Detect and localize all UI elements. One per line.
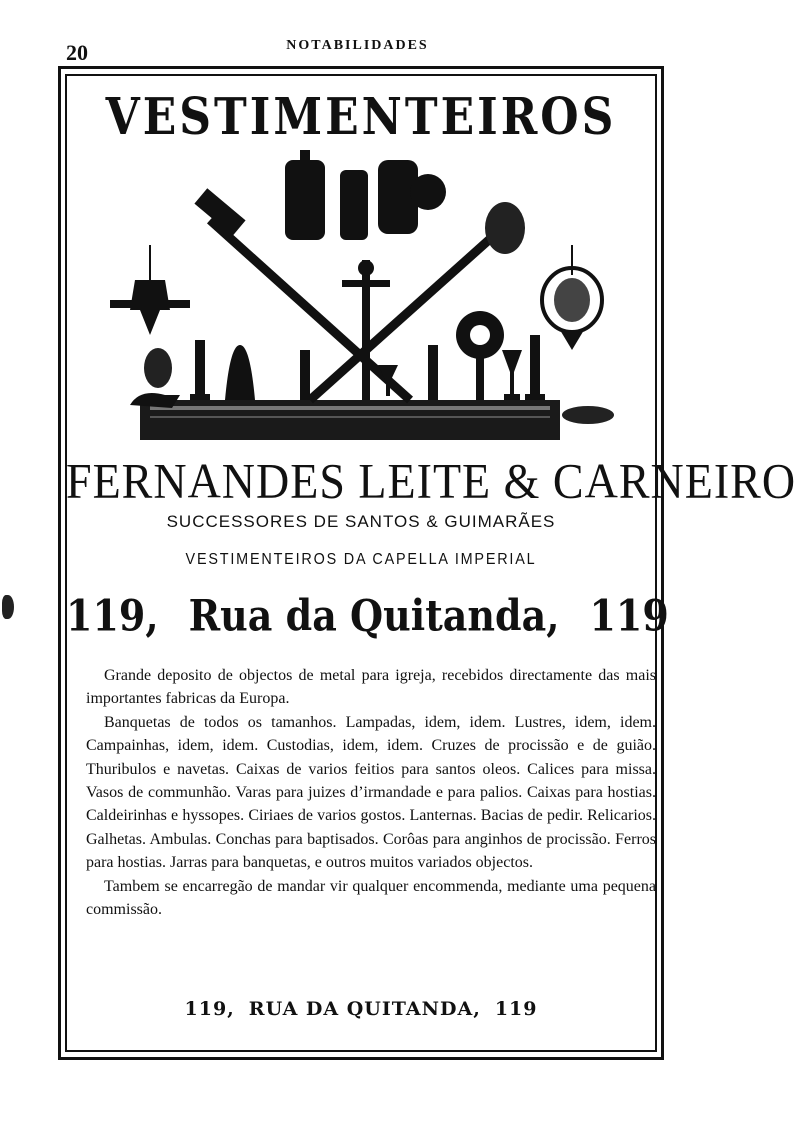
offering-dish (562, 406, 614, 424)
paragraph-goods-list: Banquetas de todos os tamanhos. Lampadas, idem, idem. Lustres, idem, idem. Campainhas, idem, idem. Custodias, idem, idem. Cruzes de procissão e de guião. Thuribulos e navetas. Caixas de varios feitios para santos oleos. Calices para missa. Vasos de communhão. Varas para juizes d’irmandade e para palios. Caixas para hostias. Caldeirinhas e hyssopes. Ciriaes de varios gostos. Lanternas. Bacias de pedir. Relicarios. Galhetas. Ambulas. Conchas para baptisados. Corôas para anginhos de procissão. Ferros para hostias. Jarras para banquetas, e outros muitos variados objectos. (86, 713, 656, 872)
hanging-lamp-right (542, 245, 602, 350)
altar-bell (225, 345, 255, 400)
firm-name: FERNANDES LEITE & CARNEIRO (66, 453, 796, 509)
footer-number-left: 119, (184, 998, 235, 1020)
successors-line: SUCCESSORES DE SANTOS & GUIMARÃES (166, 512, 556, 531)
advert-body (86, 664, 656, 921)
footer-number-right: 119 (494, 998, 538, 1020)
paragraph-deposit: Grande deposito de objectos de metal para igreja, recebidos directamente das mais importantes fabricas da Europa. (86, 667, 656, 708)
address-number-left: 119, (66, 590, 159, 641)
monstrance (456, 311, 504, 400)
address-street: Rua da Quitanda, (188, 590, 560, 641)
paragraph-orders: Tambem se encarregão de mandar vir qualquer encommenda, mediante uma pequena commissão. (86, 877, 656, 919)
imperial-chapel-line: VESTIMENTEIROS DA CAPELLA IMPERIAL (185, 551, 537, 568)
footer-address (66, 998, 656, 1020)
oil-lamp (130, 393, 180, 408)
hanging-censers (285, 150, 446, 240)
footer-street: RUA DA QUITANDA, (248, 998, 481, 1020)
church-objects-engraving-icon (110, 150, 620, 442)
margin-ink-mark (2, 595, 14, 619)
medallion (144, 348, 172, 388)
address-number-right: 119 (589, 590, 669, 641)
running-title: NOTABILIDADES (286, 38, 429, 53)
advert-headline: VESTIMENTEIROS (105, 88, 617, 147)
page-number: 20 (66, 40, 88, 65)
hanging-lamp-left (110, 245, 190, 335)
address-headline (66, 590, 669, 641)
